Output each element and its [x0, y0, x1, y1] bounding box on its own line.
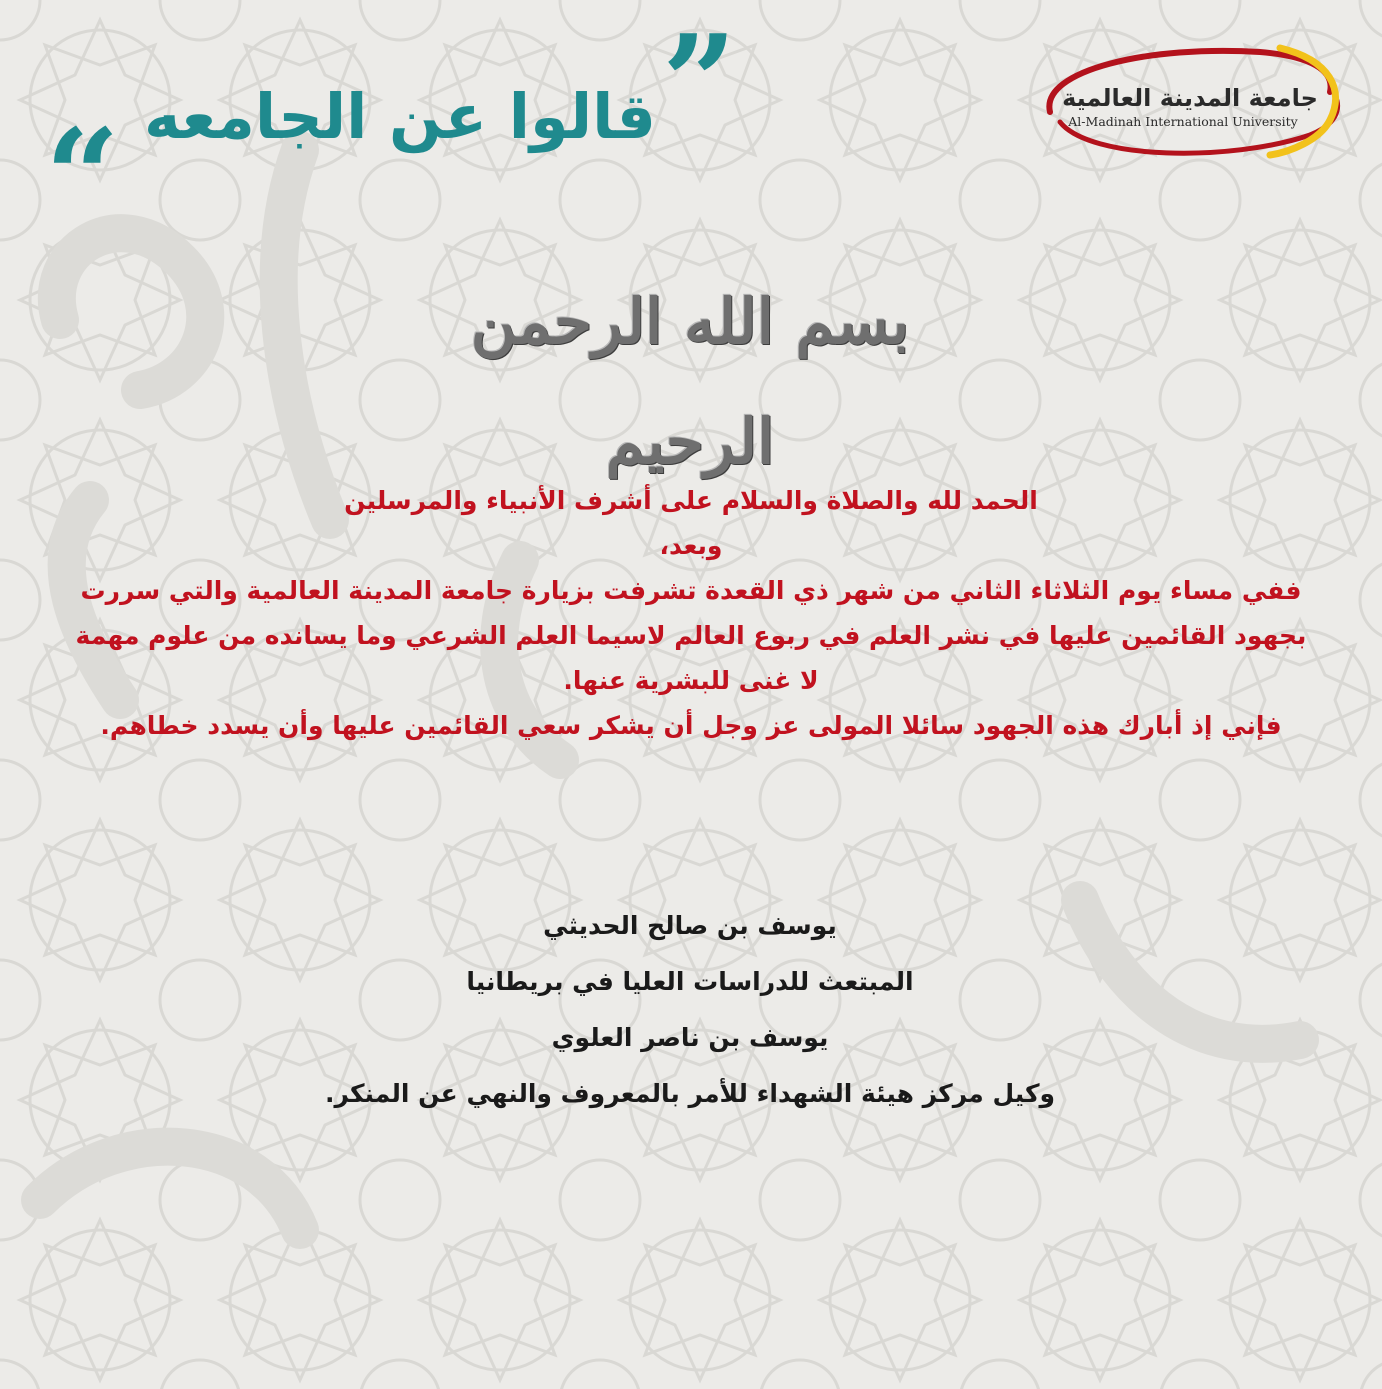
logo-name-arabic: جامعة المدينة العالمية — [1062, 84, 1318, 112]
closing-quote-mark: “ — [45, 100, 120, 253]
signer-title: المبتعث للدراسات العليا في بريطانيا — [466, 967, 914, 996]
body-line: وبعد، — [659, 531, 723, 560]
signature-block — [140, 898, 1240, 1122]
body-line: الحمد لله والصلاة والسلام على أشرف الأنبياء والمرسلين — [344, 486, 1038, 515]
body-line: بجهود القائمين عليها في نشر العلم في ربوع العالم لاسيما العلم الشرعي وما يسانده من علوم مهمة — [75, 621, 1307, 650]
signer-title: وكيل مركز هيئة الشهداء للأمر بالمعروف والنهي عن المنكر. — [324, 1079, 1056, 1108]
signer-name: يوسف بن صالح الحديثي — [543, 911, 837, 940]
page-title: قالوا عن الجامعه — [143, 80, 657, 153]
body-line: فإني إذ أبارك هذه الجهود سائلا المولى عز وجل أن يشكر سعي القائمين عليها وأن يسدد خطاهم. — [100, 711, 1282, 740]
signer-name: يوسف بن ناصر العلوي — [551, 1023, 829, 1052]
opening-quote-mark: ” — [662, 6, 737, 159]
logo-name-english: Al-Madinah International University — [1068, 114, 1298, 129]
basmala-calligraphy: بسم الله الرحمن الرحيم — [470, 285, 910, 478]
body-line: لا غنى للبشرية عنها. — [563, 666, 819, 695]
testimonial-body — [20, 478, 1362, 748]
body-line: ففي مساء يوم الثلاثاء الثاني من شهر ذي القعدة تشرفت بزيارة جامعة المدينة العالمية والتي سررت — [80, 576, 1302, 605]
